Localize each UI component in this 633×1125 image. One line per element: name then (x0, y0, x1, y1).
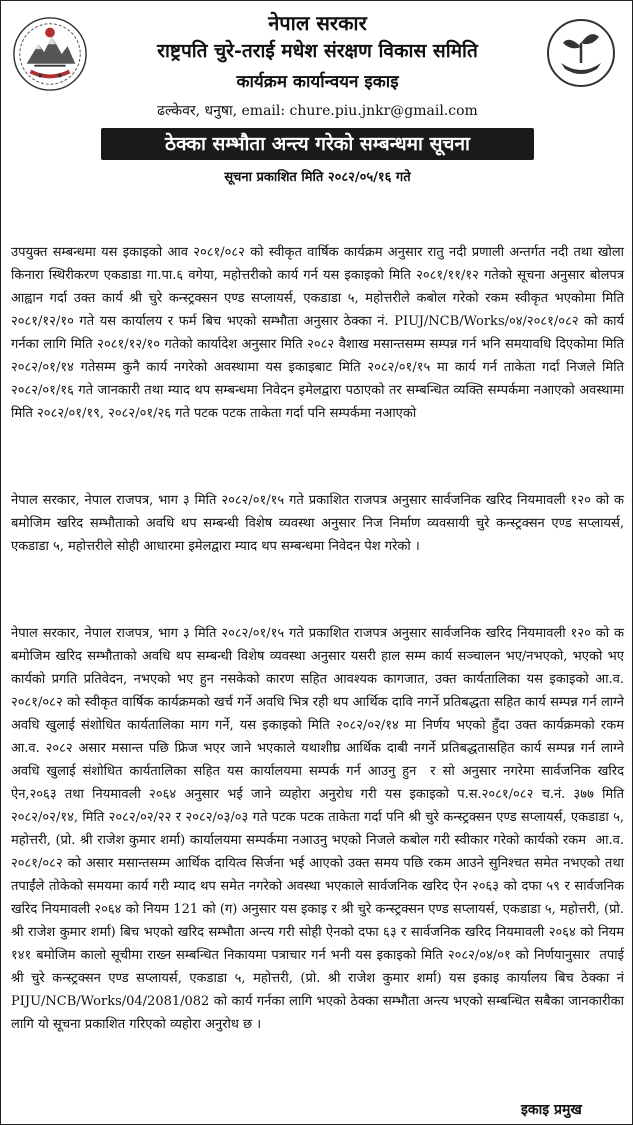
signature-unit-head: इकाइ प्रमुख (521, 1102, 582, 1118)
notice-body (11, 195, 633, 1100)
notice-title: ठेक्का सम्भौता अन्त्य गरेको सम्बन्धमा सूचना (101, 128, 534, 160)
unit-heading: कार्यक्रम कार्यान्वयन इकाइ (236, 72, 399, 92)
publication-date: सूचना प्रकाशित मिति २०८२/०५/१६ गते (224, 170, 411, 185)
government-heading: नेपाल सरकार (268, 11, 367, 35)
paragraph-3: नेपाल सरकार, नेपाल राजपत्र, भाग ३ मिति २०८२/०१/१५ गते प्रकाशित राजपत्र अनुसार सार्वजनिक खरिद नियमावली १२० को क बमोजिम खरिद सम्भौताको अवधि थप सम्बन्धी विशेष व्यवस्था अनुसार यसरी हाल सम्म कार्य सञ्चालन भए/नभएको, भएको भए कार्यको प्रगति प्रतिवेदन, नभएको भए हुन नसकेको कारण सहित आवश्यक कागजात, उक्त कार्यतालिका यस इकाइको आ.व. २०८१/०८२ को स्वीकृत वार्षिक कार्यक्रमको खर्च गर्ने अवधि भित्र रही थप आर्थिक दावि नगर्ने प्रतिबद्धता सहित कार्य सम्पन्न गर्न लाग्ने अवधि खुलाई संशोधित कार्यतालिका माग गर्ने, यस इकाइको मिति २०८२/०२/१४ मा निर्णय भएको हुँदा उक्त कार्यक्रमको रकम आ.व. २०८२ असार मसान्त पछि फ्रिज भएर जाने भएकाले यथाशीघ्र आर्थिक दाबी नगर्ने प्रतिबद्धतासहित कार्य सम्पन्न गर्न लाग्ने अवधि खुलाई संशोधित कार्यतालिका सहित यस कार्यालयमा सम्पर्क गर्न आउनु हुन र सो अनुसार नगरेमा सार्वजनिक खरिद ऐन,२०६३ तथा नियमावली २०६४ अनुसार भई जाने व्यहोरा अनुरोध गरी यस इकाइको प.स.२०८१/०८२ च.नं. ३७७ मिति २०८२/०२/१४, मिति २०८२/०२/२२ र २०८२/०३/०३ गते पटक पटक ताकेता गर्दा पनि श्री चुरे कन्स्ट्रक्सन एण्ड सप्लायर्स, एकडाडा ५, महोत्तरी, (प्रो. श्री राजेश कुमार शर्मा) कार्यालयमा सम्पर्कमा नआउनु भएको निजले कबोल गरी स्वीकार गरेको कार्यको रकम आ.व. २०८१/०८२ को असार मसान्तसम्म आर्थिक दायित्व सिर्जना भई आएको उक्त समय पछि रकम आउने सुनिश्चत समेत नभएको तथा तपाईंले तोकेको समयमा कार्य गरी म्याद थप समेत नगरेको अवस्था भएकाले सार्वजनिक खरिद ऐन २०६३ को दफा ५९ र सार्वजनिक खरिद नियमावली २०६४ को नियम 121 को (ग) अनुसार यस इकाइ र श्री चुरे कन्स्ट्रक्सन एण्ड सप्लायर्स, एकडाडा ५, महोत्तरी, (प्रो. श्री राजेश कुमार शर्मा) बिच भएको खरिद सम्भौता अन्त्य गरी सोही ऐनको दफा ६३ र सार्वजनिक खरिद नियमावली २०६४ को नियम १४१ बमोजिम कालो सूचीमा राख्न सम्बन्धित निकायमा पत्राचार गर्न भनी यस इकाइको मिति २०८२/०४/०१ को निर्णयानुसार तपाई श्री चुरे कन्स्ट्रक्सन एण्ड सप्लायर्स, एकडाडा ५, महोत्तरी, (प्रो. श्री राजेश कुमार शर्मा) यस इकाइ कार्यालय बिच ठेक्का नं PIJU/NCB/Works/04/2081/082 को कार्य गर्नका लागि भएको ठेक्का सम्भौता अन्त्य भएको सम्बन्धित सबैका जानकारीका लागि यो सूचना प्रकाशित गरिएको व्यहोरा अनुरोध छ । (11, 626, 629, 1032)
paragraph-1: उपयुक्त सम्बन्धमा यस इकाइको आव २०८१/०८२ को स्वीकृत वार्षिक कार्यक्रम अनुसार रातु नदी प्रणाली अन्तर्गत नदी तथा खोला किनारा स्थिरीकरण एकडाडा गा.पा.६ वगेया, महोत्तरीको कार्य गर्न यस इकाइको मिति २०८१/११/१२ गतेको सूचना अनुसार बोलपत्र आह्वान गर्दा उक्त कार्य श्री चुरे कन्स्ट्रक्सन एण्ड सप्लायर्स, एकडाडा ५, महोत्तरीले कबोल गरेको रकम स्वीकृत भएकोमा मिति २०८१/१२/१० गते यस कार्यालय र फर्म बिच भएको सम्भौता अनुसार ठेक्का नं. PIUJ/NCB/Works/०४/२०८१/०८२ को कार्य गर्नका लागि मिति २०८१/१२/१० गतेको कार्यादेश अनुसार मिति २०८२ वैशाख मसान्तसम्म सम्पन्न गर्न भनि समयावधि दिएकोमा मिति २०८२/०१/१४ गतेसम्म कुनै कार्य नगरेको अवस्थामा यस इकाइबाट मिति २०८२/०१/१५ मा कार्य गर्न ताकेता गर्दा निजले मिति २०८२/०१/१६ गते जानकारी तथा म्याद थप सम्बन्धमा निवेदन इमेलद्वारा पठाएको तर सम्बन्धित व्यक्ति सम्पर्कमा नआएको अवस्थामा मिति २०८२/०१/१९, २०८२/०१/२६ गते पटक पटक ताकेता गर्दा पनि सम्पर्कमा नआएको (11, 245, 633, 421)
organization-heading: राष्ट्रपति चुरे-तराई मधेश संरक्षण विकास समिति (157, 40, 478, 62)
paragraph-2: नेपाल सरकार, नेपाल राजपत्र, भाग ३ मिति २०८२/०१/१५ गते प्रकाशित राजपत्र अनुसार सार्वजनिक खरिद नियमावली १२० को क बमोजिम खरिद सम्भौताको अवधि थप सम्बन्धी विशेष व्यवस्था अनुसार निज निर्माण व्यवसायी चुरे कन्स्ट्रक्सन एण्ड सप्लायर्स, एकडाडा ५, महोत्तरीले सोही आधारमा इमेलद्वारा म्याद थप सम्बन्धमा निवेदन पेश गरेको । (11, 493, 629, 554)
address-line: ढल्केवर, धनुषा, email: chure.piu.jnkr@gmail.com (157, 103, 478, 119)
